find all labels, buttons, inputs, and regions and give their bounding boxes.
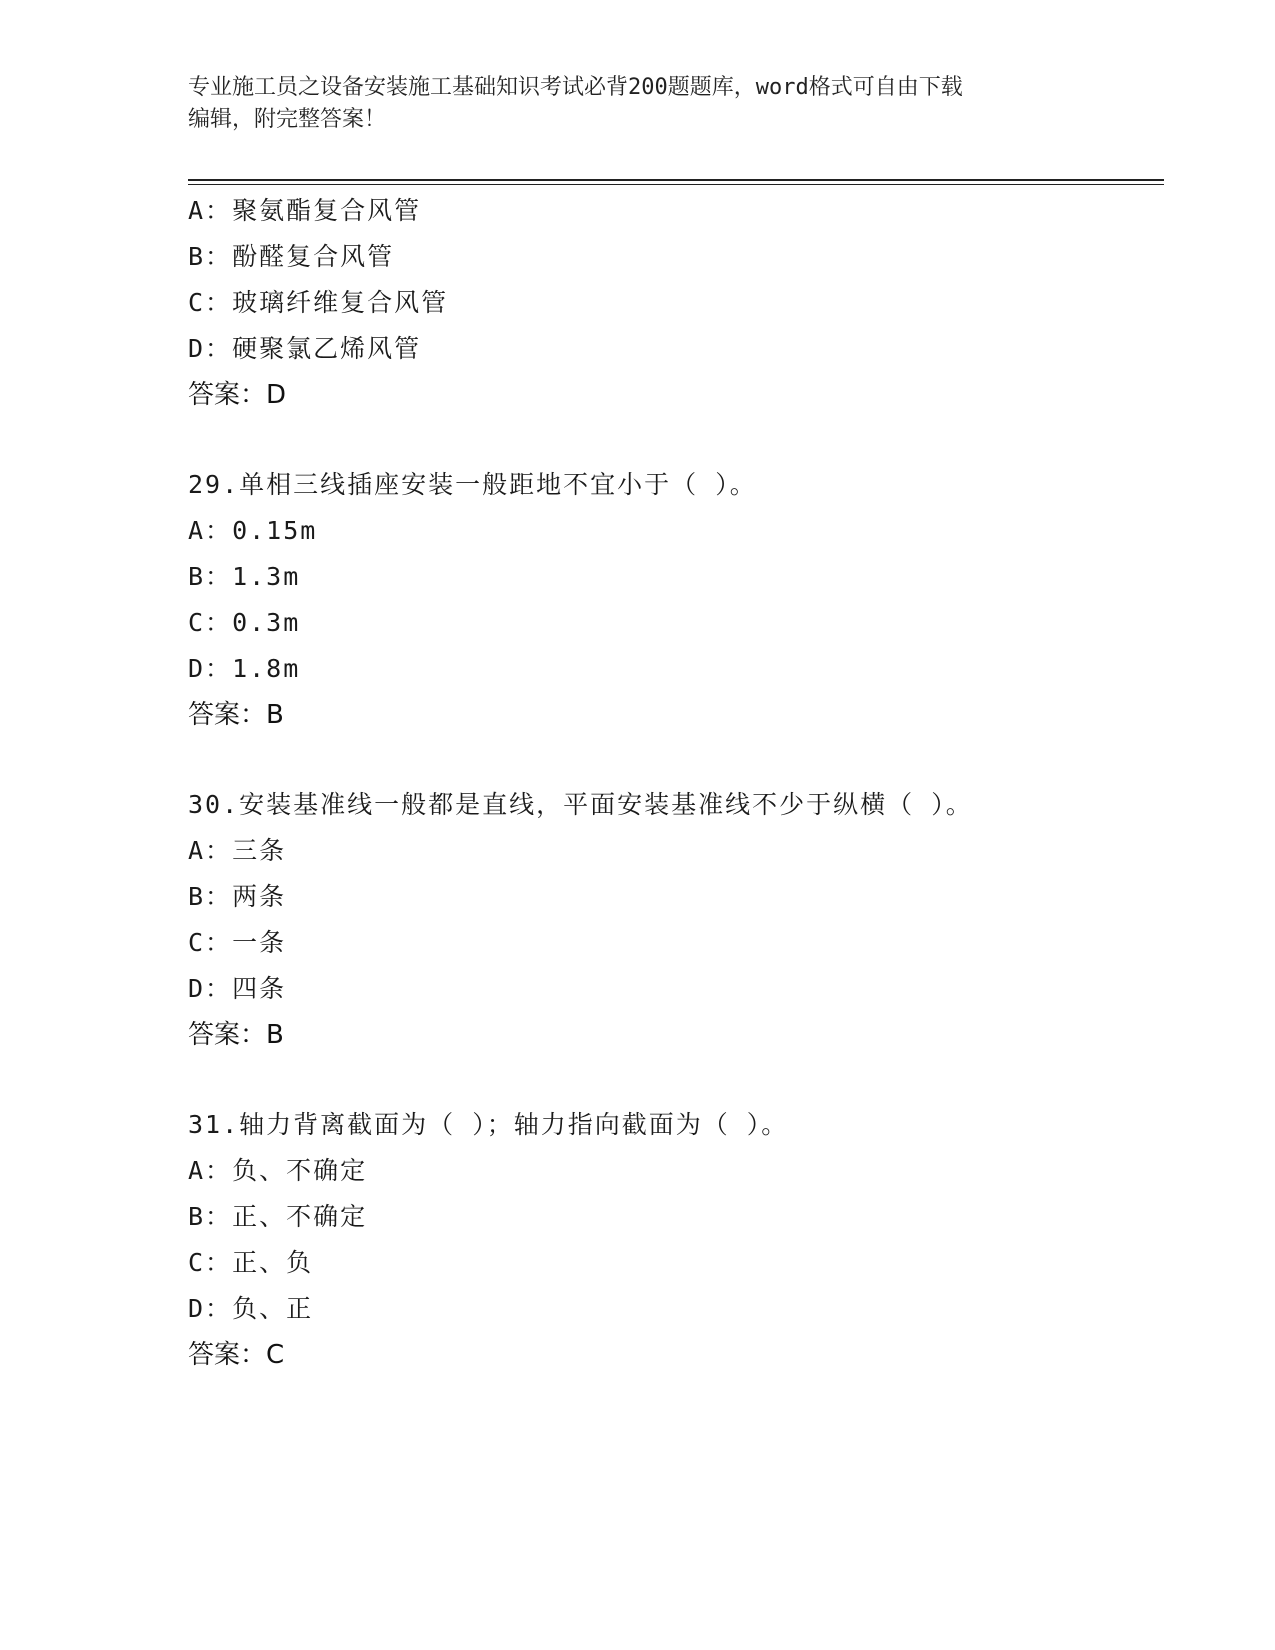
answer-line: 答案：B (188, 1020, 284, 1050)
question-text: 30.安装基准线一般都是直线，平面安装基准线不少于纵横（ ）。 (188, 790, 973, 819)
option-a: A：聚氨酯复合风管 (188, 196, 422, 225)
header-divider-thin (188, 184, 1164, 185)
option-a: A：负、不确定 (188, 1156, 368, 1185)
question-block-29 (188, 462, 1148, 738)
question-block-30 (188, 782, 1148, 1058)
option-a: A：0.15m (188, 516, 318, 545)
answer-line: 答案：C (188, 1340, 285, 1370)
document-header (188, 72, 1068, 136)
answer-line: 答案：D (188, 380, 287, 410)
question-text: 29.单相三线插座安装一般距地不宜小于（ ）。 (188, 470, 757, 499)
option-b: B：1.3m (188, 562, 301, 591)
answer-line: 答案：B (188, 700, 284, 730)
header-title-line-1: 专业施工员之设备安装施工基础知识考试必背200题题库，word格式可自由下载 (188, 75, 963, 100)
option-c: C：一条 (188, 928, 287, 957)
option-d: D：硬聚氯乙烯风管 (188, 334, 422, 363)
option-b: B：正、不确定 (188, 1202, 368, 1231)
option-c: C：正、负 (188, 1248, 314, 1277)
option-d: D：负、正 (188, 1294, 314, 1323)
question-list (188, 188, 1148, 1378)
header-title-line-2: 编辑，附完整答案！ (188, 107, 387, 132)
question-text: 31.轴力背离截面为（ ）；轴力指向截面为（ ）。 (188, 1110, 789, 1139)
option-c: C：0.3m (188, 608, 301, 637)
option-b: B：两条 (188, 882, 287, 911)
option-c: C：玻璃纤维复合风管 (188, 288, 449, 317)
question-block-31 (188, 1102, 1148, 1378)
option-a: A：三条 (188, 836, 287, 865)
question-block-28 (188, 188, 1148, 418)
option-d: D：1.8m (188, 654, 301, 683)
option-d: D：四条 (188, 974, 287, 1003)
option-b: B：酚醛复合风管 (188, 242, 395, 271)
header-divider-thick (188, 179, 1164, 181)
